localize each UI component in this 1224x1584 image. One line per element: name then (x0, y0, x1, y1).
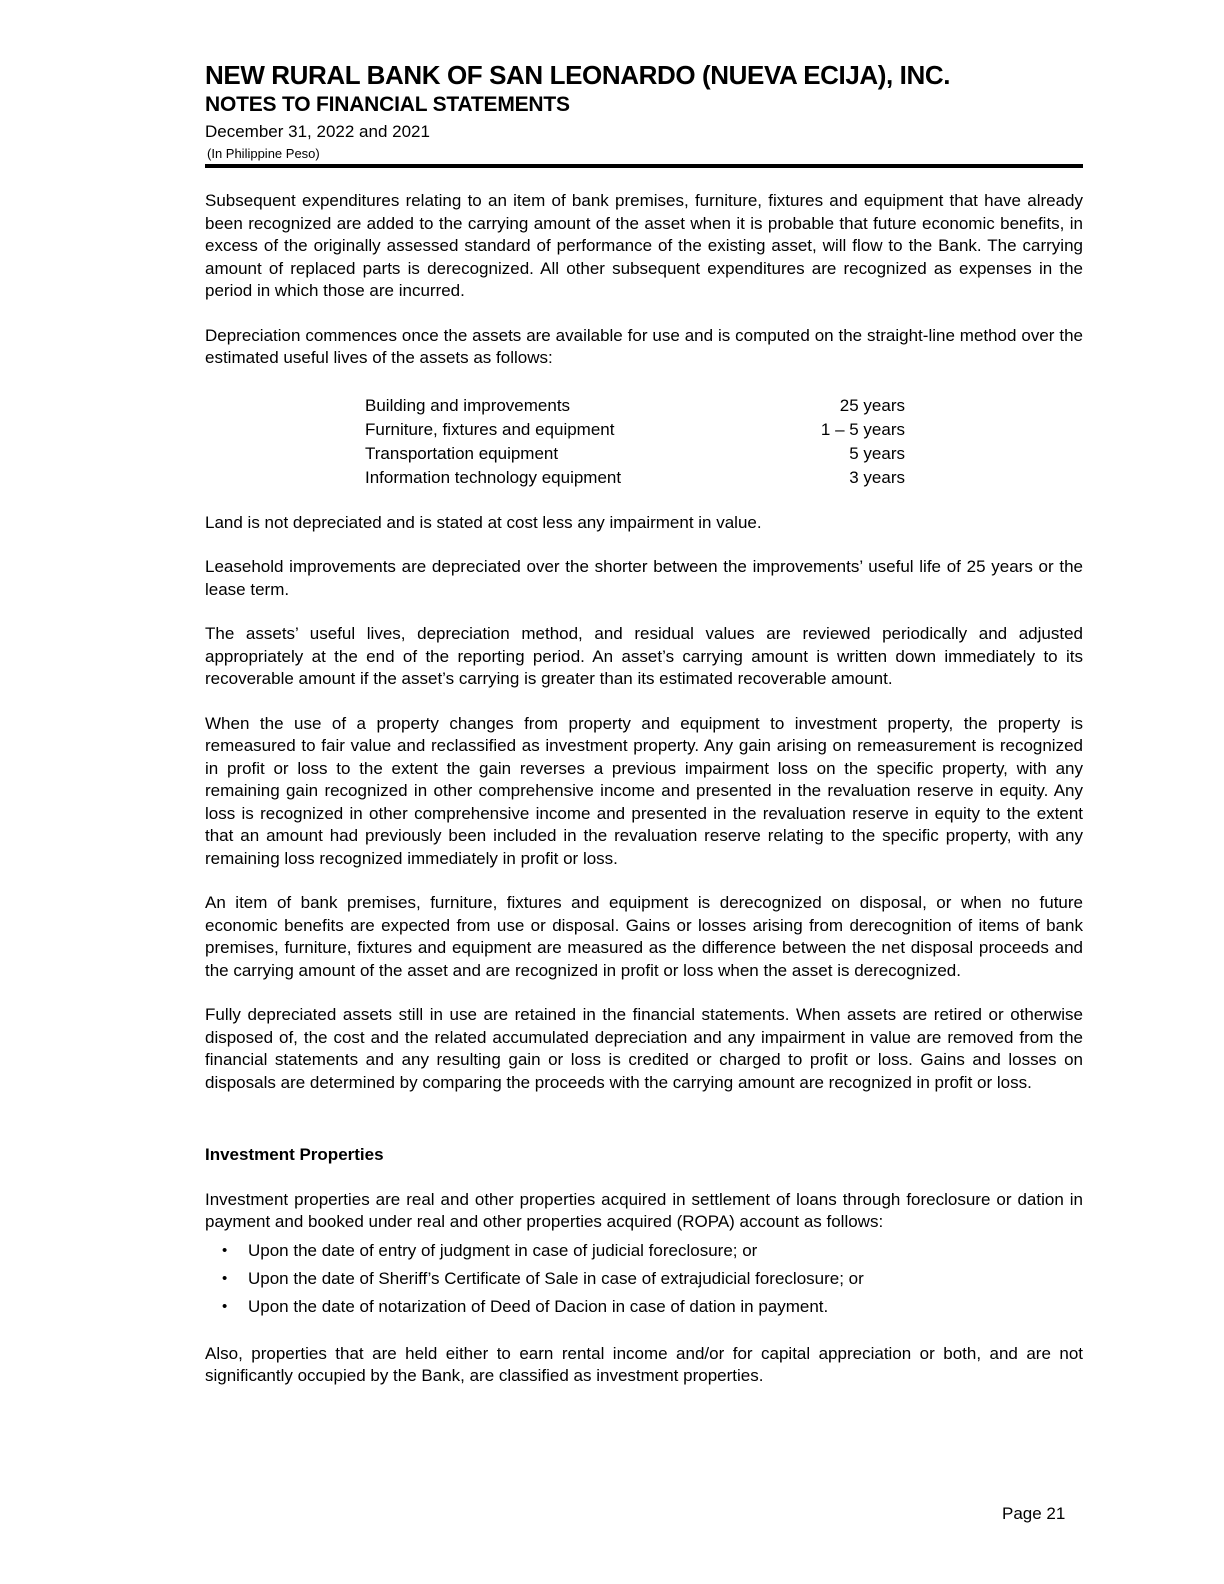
paragraph-property-change: When the use of a property changes from property and equipment to investment property, the property is remeasured to fair value and reclassified as investment property. Any gain arising on remeasurement is recognized in profit or loss to the extent the gain reverses a previous impairment loss on the specific property, with any remaining gain recognized in other comprehensive income and presented in the revaluation reserve in equity. Any loss is recognized in other comprehensive income and presented in the revaluation reserve in equity to the extent that an amount had previously been included in the revaluation reserve relating to the specific property, with any remaining loss recognized immediately in profit or loss. (205, 713, 1083, 868)
bullet-text: Upon the date of entry of judgment in case of judicial foreclosure; or (248, 1240, 758, 1260)
useful-life-value: 5 years (849, 443, 905, 463)
document-content (205, 60, 1083, 1388)
paragraph-land: Land is not depreciated and is stated at cost less any impairment in value. (205, 512, 762, 532)
date-line: December 31, 2022 and 2021 (205, 122, 430, 141)
useful-life-row (365, 442, 905, 466)
paragraph-rental-income: Also, properties that are held either to earn rental income and/or for capital appreciation or both, and are not significantly occupied by the Bank, are classified as investment properties. (205, 1343, 1083, 1385)
useful-lives-table (365, 394, 905, 490)
ropa-bullet-list (205, 1237, 1083, 1321)
paragraph-investment-properties: Investment properties are real and other properties acquired in settlement of loans through foreclosure or dation in payment and booked under real and other properties acquired (ROPA) account as follows: (205, 1189, 1083, 1231)
document-title: NOTES TO FINANCIAL STATEMENTS (205, 93, 570, 116)
useful-life-item: Furniture, fixtures and equipment (365, 419, 615, 439)
paragraph-subsequent-expenditures: Subsequent expenditures relating to an item of bank premises, furniture, fixtures and equipment that have already been recognized are added to the carrying amount of the asset when it is probable that future economic benefits, in excess of the originally assessed standard of performance of the existing asset, will flow to the Bank. The carrying amount of replaced parts is derecognized. All other subsequent expenditures are recognized as expenses in the period in which those are incurred. (205, 191, 1083, 300)
useful-life-row (365, 418, 905, 442)
useful-life-value: 1 – 5 years (820, 419, 905, 439)
useful-life-item: Transportation equipment (365, 443, 559, 463)
paragraph-depreciation-intro: Depreciation commences once the assets are available for use and is computed on the straight-line method over the estimated useful lives of the assets as follows: (205, 325, 1083, 367)
paragraph-derecognition: An item of bank premises, furniture, fixtures and equipment is derecognized on disposal, or when no future economic benefits are expected from use or disposal. Gains or losses arising from derecognition of items of bank premises, furniture, fixtures and equipment are measured as the difference between the net disposal proceeds and the carrying amount of the asset and are recognized in profit or loss when the asset is derecognized. (205, 893, 1083, 980)
useful-life-item: Information technology equipment (365, 467, 622, 487)
bullet-text: Upon the date of notarization of Deed of Dacion in case of dation in payment. (248, 1296, 829, 1316)
bullet-icon: • (222, 1269, 228, 1287)
list-item (205, 1293, 1083, 1321)
paragraph-fully-depreciated: Fully depreciated assets still in use are retained in the financial statements. When assets are retired or otherwise disposed of, the cost and the related accumulated depreciation and any impairment in value are removed from the financial statements and any resulting gain or loss is credited or charged to profit or loss. Gains and losses on disposals are determined by comparing the proceeds with the carrying amount are recognized in profit or loss. (205, 1005, 1083, 1092)
section-heading-investment-properties: Investment Properties (205, 1145, 384, 1164)
useful-life-value: 25 years (839, 395, 905, 415)
useful-life-value: 3 years (849, 467, 905, 487)
bullet-icon: • (222, 1297, 228, 1315)
paragraph-useful-lives-review: The assets’ useful lives, depreciation method, and residual values are reviewed periodically and adjusted appropriately at the end of the reporting period. An asset’s carrying amount is written down immediately to its recoverable amount if the asset’s carrying is greater than its estimated recoverable amount. (205, 624, 1083, 688)
useful-life-row (365, 394, 905, 418)
useful-life-item: Building and improvements (365, 395, 571, 415)
bullet-icon: • (222, 1241, 228, 1259)
header-rule (205, 164, 1083, 168)
list-item (205, 1265, 1083, 1293)
paragraph-leasehold: Leasehold improvements are depreciated over the shorter between the improvements’ useful life of 25 years or the lease term. (205, 557, 1083, 599)
useful-life-row (365, 466, 905, 490)
page-number: Page 21 (1002, 1504, 1066, 1523)
currency-note: (In Philippine Peso) (207, 146, 320, 161)
list-item (205, 1237, 1083, 1265)
document-header (205, 60, 1083, 168)
bullet-text: Upon the date of Sheriff’s Certificate of Sale in case of extrajudicial foreclosure; or (248, 1268, 864, 1288)
bank-name: NEW RURAL BANK OF SAN LEONARDO (NUEVA ECIJA), INC. (205, 60, 951, 90)
